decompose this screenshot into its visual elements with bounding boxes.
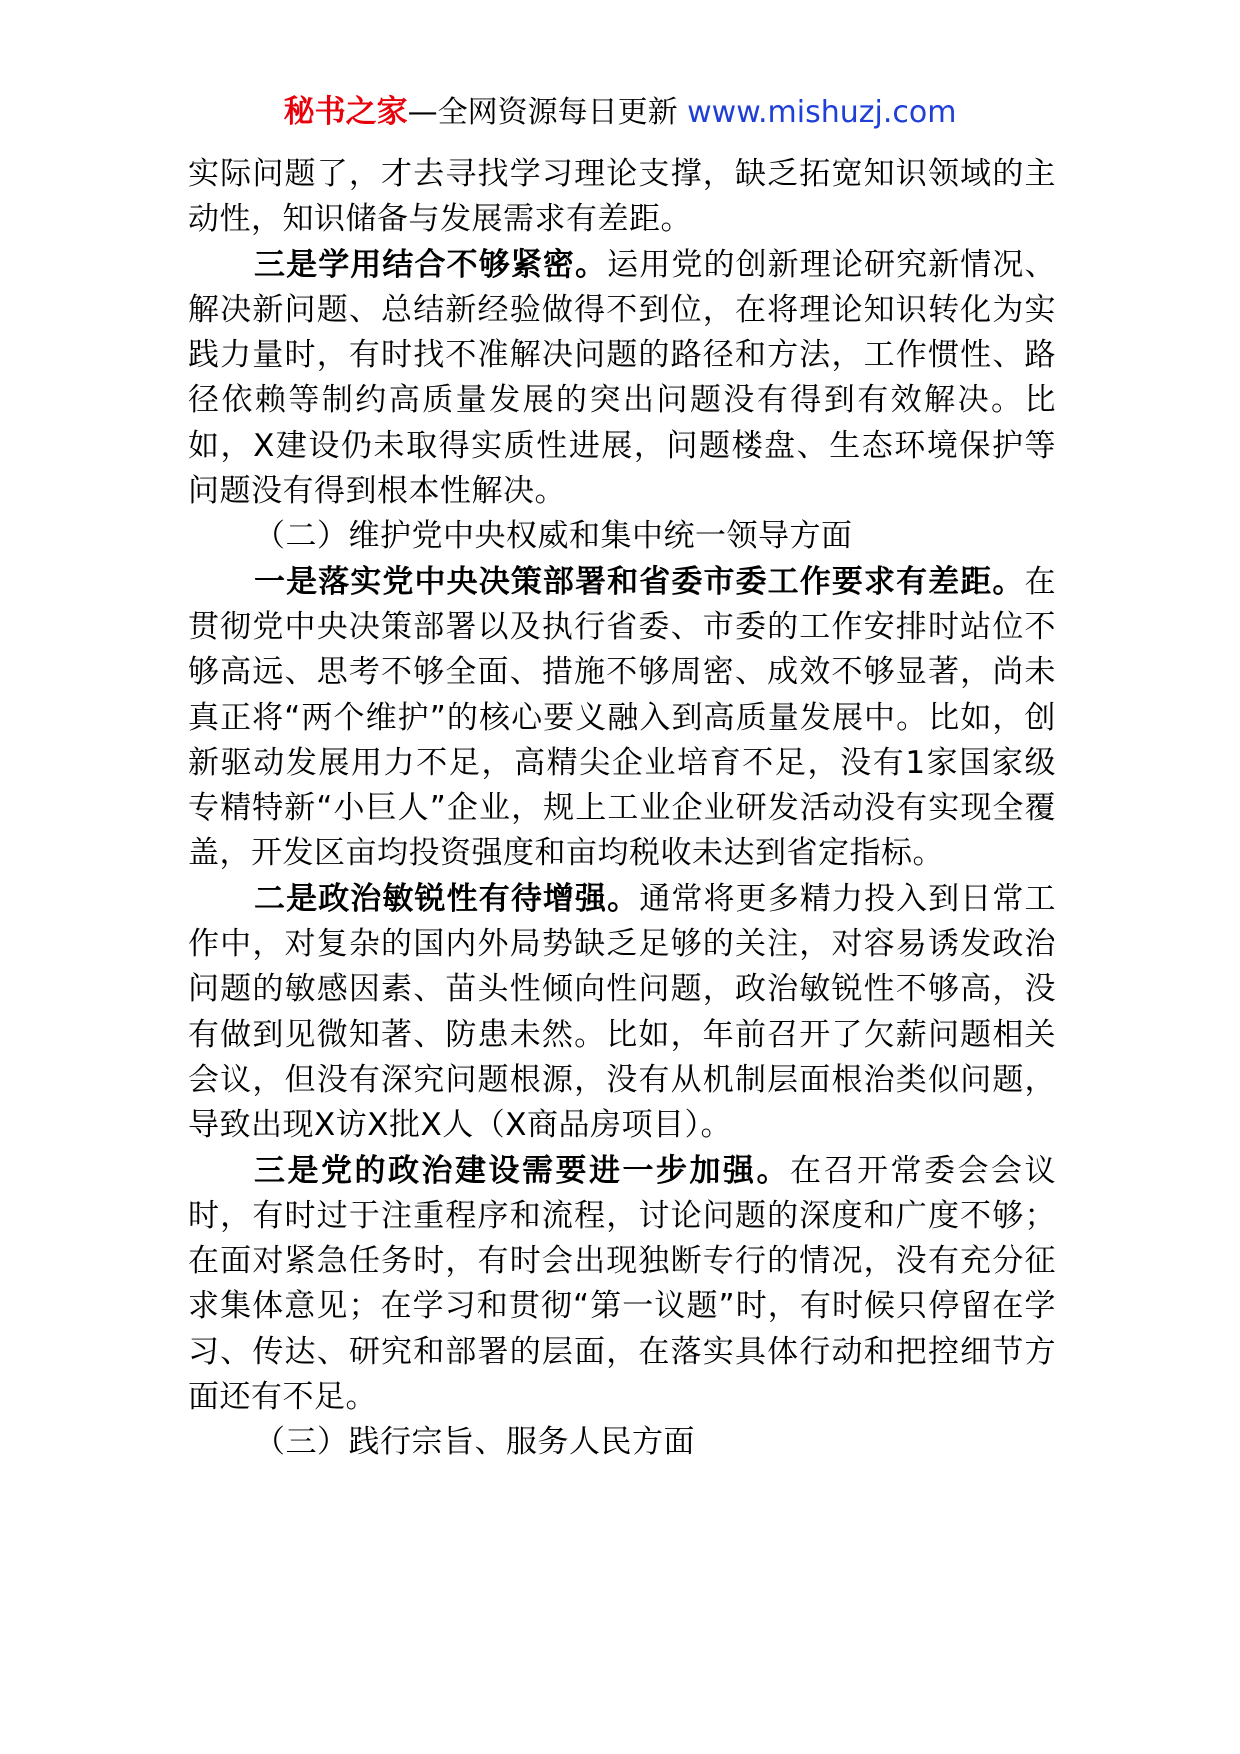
paragraph-lead: 一是落实党中央决策部署和省委市委工作要求有差距。 [254, 563, 1025, 600]
paragraph-text: 在贯彻党中央决策部署以及执行省委、市委的工作安排时站位不够高远、思考不够全面、措施不够周密、成效不够显著，尚未真正将“两个维护”的核心要义融入到高质量发展中。比如，创新驱动发展用力不足，高精尖企业培育不足，没有1家国家级专精特新“小巨人”企业，规上工业企业研发活动没有实现全覆盖，开发区亩均投资强度和亩均税收未达到省定指标。 [188, 563, 1056, 872]
paragraph-text: 在召开常委会会议时，有时过于注重程序和流程，讨论问题的深度和广度不够；在面对紧急任务时，有时会出现独断专行的情况，没有充分征求集体意见；在学习和贯彻“第一议题”时，有时候只停留在学习、传达、研究和部署的层面，在落实具体行动和把控细节方面还有不足。 [188, 1152, 1056, 1416]
paragraph-lead: 二是政治敏锐性有待增强。 [254, 880, 640, 917]
paragraph-lead: 三是学用结合不够紧密。 [254, 246, 608, 283]
section-heading-text: （二）维护党中央权威和集中统一领导方面 [254, 518, 853, 555]
site-header [0, 92, 1240, 133]
paragraph-point-three-building [188, 1149, 1056, 1421]
section-heading-two [188, 514, 1056, 559]
document-body [188, 152, 1056, 1466]
paragraph-point-one-implement [188, 560, 1056, 877]
paragraph-text: 实际问题了，才去寻找学习理论支撑，缺乏拓宽知识领域的主动性，知识储备与发展需求有差距。 [188, 156, 1056, 238]
paragraph-text: 通常将更多精力投入到日常工作中，对复杂的国内外局势缺乏足够的关注，对容易诱发政治问题的敏感因素、苗头性倾向性问题，政治敏锐性不够高，没有做到见微知著、防患未然。比如，年前召开了欠薪问题相关会议，但没有深究问题根源，没有从机制层面根治类似问题，导致出现X访X批X人（X商品房项目）。 [188, 880, 1056, 1144]
section-heading-three [188, 1420, 1056, 1465]
paragraph-lead: 三是党的政治建设需要进一步加强。 [254, 1152, 790, 1189]
header-url-link[interactable]: www.mishuzj.com [687, 95, 957, 130]
section-heading-text: （三）践行宗旨、服务人民方面 [254, 1424, 695, 1461]
header-slogan: —全网资源每日更新 [407, 95, 688, 130]
paragraph-point-three-study [188, 243, 1056, 515]
paragraph-text: 运用党的创新理论研究新情况、解决新问题、总结新经验做得不到位，在将理论知识转化为实践力量时，有时找不准解决问题的路径和方法，工作惯性、路径依赖等制约高质量发展的突出问题没有得到有效解决。比如，X建设仍未取得实质性进展，问题楼盘、生态环境保护等问题没有得到根本性解决。 [188, 246, 1057, 510]
header-brand: 秘书之家 [283, 94, 408, 130]
paragraph-point-two-political [188, 877, 1056, 1149]
paragraph-continuation [188, 152, 1056, 243]
